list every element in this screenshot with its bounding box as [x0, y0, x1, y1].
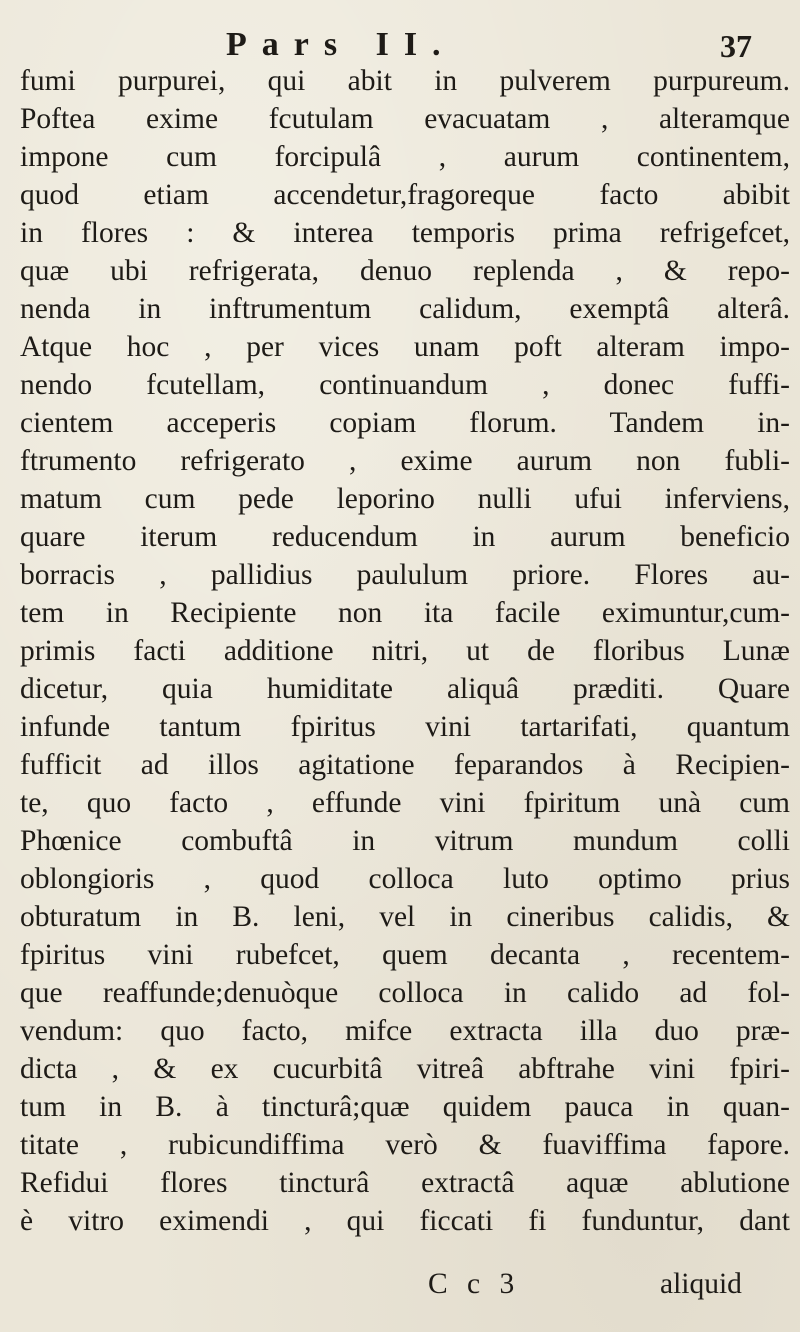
running-title: Pars II. — [226, 26, 456, 63]
text-line: borracis , pallidius paululum priore. Flores au- — [20, 559, 790, 591]
text-line: nenda in inftrumentum calidum, exemptâ alterâ. — [20, 293, 790, 325]
text-line: tum in B. à tincturâ;quæ quidem pauca in quan- — [20, 1091, 790, 1123]
text-line: Atque hoc , per vices unam poft alteram impo- — [20, 331, 790, 363]
text-line: primis facti additione nitri, ut de floribus Lunæ — [20, 635, 790, 667]
text-line: è vitro eximendi , qui ficcati fi funduntur, dant — [20, 1205, 790, 1237]
text-line: fpiritus vini rubefcet, quem decanta , recentem- — [20, 939, 790, 971]
text-line: cientem acceperis copiam florum. Tandem in- — [20, 407, 790, 439]
text-line: quæ ubi refrigerata, denuo replenda , & repo- — [20, 255, 790, 287]
text-line: dicetur, quia humiditate aliquâ præditi. Quare — [20, 673, 790, 705]
page-footer — [0, 1268, 800, 1308]
text-line: que reaffunde;denuòque colloca in calido ad fol- — [20, 977, 790, 1009]
text-line: fufficit ad illos agitatione feparandos à Recipien- — [20, 749, 790, 781]
body-text — [20, 62, 790, 1240]
text-line: obturatum in B. leni, vel in cineribus calidis, & — [20, 901, 790, 933]
signature-mark: C c 3 — [428, 1268, 521, 1300]
text-line: in flores : & interea temporis prima refrigefcet, — [20, 217, 790, 249]
text-line: quod etiam accendetur,fragoreque facto abibit — [20, 179, 790, 211]
text-line: fumi purpurei, qui abit in pulverem purpureum. — [20, 65, 790, 97]
text-line: dicta , & ex cucurbitâ vitreâ abftrahe vini fpiri- — [20, 1053, 790, 1085]
text-line: impone cum forcipulâ , aurum continentem, — [20, 141, 790, 173]
text-line: titate , rubicundiffima verò & fuaviffima fapore. — [20, 1129, 790, 1161]
text-line: ftrumento refrigerato , exime aurum non fubli- — [20, 445, 790, 477]
text-line: Phœnice combuftâ in vitrum mundum colli — [20, 825, 790, 857]
page-number: 37 — [720, 28, 752, 64]
text-line: vendum: quo facto, mifce extracta illa duo præ- — [20, 1015, 790, 1047]
text-line: quare iterum reducendum in aurum beneficio — [20, 521, 790, 553]
text-line: nendo fcutellam, continuandum , donec fuffi- — [20, 369, 790, 401]
text-line: matum cum pede leporino nulli ufui inferviens, — [20, 483, 790, 515]
text-line: te, quo facto , effunde vini fpiritum unà cum — [20, 787, 790, 819]
text-line: tem in Recipiente non ita facile eximuntur,cum- — [20, 597, 790, 629]
text-line: infunde tantum fpiritus vini tartarifati, quantum — [20, 711, 790, 743]
text-line: oblongioris , quod colloca luto optimo prius — [20, 863, 790, 895]
running-head — [0, 22, 800, 66]
text-line: Refidui flores tincturâ extractâ aquæ ablutione — [20, 1167, 790, 1199]
catchword: aliquid — [660, 1268, 742, 1300]
text-line: Poftea exime fcutulam evacuatam , alteramque — [20, 103, 790, 135]
